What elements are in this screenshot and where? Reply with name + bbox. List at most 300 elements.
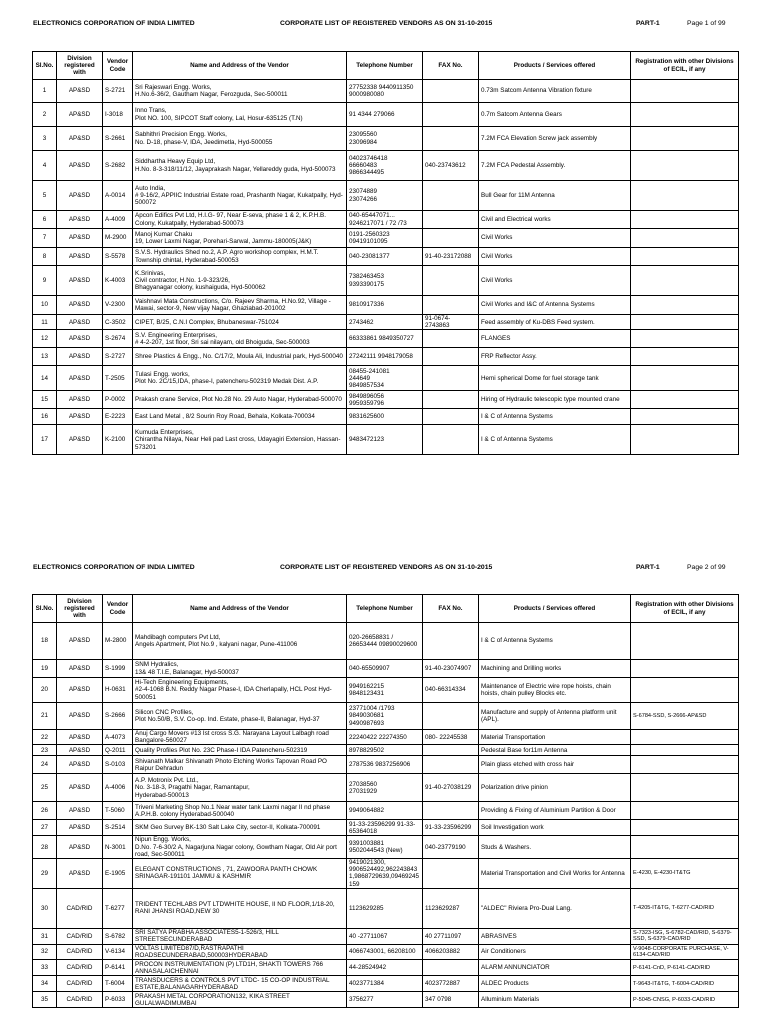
cell-registration [631,756,739,774]
cell-name-address: SRI SATYA PRABHA ASSOCIATES5-1-526/3, HILL STREETSECUNDERABAD [133,928,347,944]
cell-registration [631,366,739,391]
cell-products: Alluminium Materials [479,992,631,1008]
cell-products: Pedestal Base for11m Antenna [479,745,631,756]
table-row [33,391,739,409]
cell-name-address: Auto India, # 9-16/2, APPIIC Industrial Estate road, Prashanth Nagar, Kukatpally, Hyd-500072 [133,181,347,211]
cell-name-address: PROCON INSTRUMENTATION (P) LTD1H, SHAKTI TOWERS 766 ANNASALAICHENNAI [133,960,347,976]
cell-vendor-code: V-2300 [103,296,133,315]
table-row [33,960,739,976]
cell-slno: 21 [33,703,57,730]
cell-slno: 6 [33,211,57,229]
cell-slno: 29 [33,859,57,889]
cell-division: AP&SD [57,703,103,730]
cell-name-address: Quality Profiles Plot No. 23C Phase-I IDA Patencheru-502319 [133,745,347,756]
cell-telephone: 040-65447071... 9246217071 / 72 /73 [347,211,423,229]
cell-products: Bull Gear for 11M Antenna [479,181,631,211]
cell-division: AP&SD [57,80,103,103]
cell-registration [631,296,739,315]
cell-telephone: 08455-241081 244649 9849857534 [347,366,423,391]
cell-division: AP&SD [57,774,103,802]
cell-fax: 4023772887 [423,976,479,992]
cell-products: Civil Works and I&C of Antenna Systems [479,296,631,315]
cell-slno: 17 [33,425,57,455]
cell-telephone: 23095560 23096984 [347,127,423,151]
cell-division: AP&SD [57,745,103,756]
cell-registration [631,80,739,103]
cell-fax: 91-40-23172088 [423,248,479,266]
cell-products: Civil Works [479,229,631,248]
cell-name-address: VOLTAS LIMITED87/D,RASTRAPATHI ROADSECUNDERABAD,500003HYDERABAD [133,944,347,959]
cell-telephone: 9419021300, 9906524492,962243843 1,9868729639,09469245 159 [347,859,423,889]
cell-division: AP&SD [57,229,103,248]
cell-division: AP&SD [57,802,103,820]
table-body [33,80,739,455]
cell-slno: 16 [33,409,57,425]
cell-registration [631,802,739,820]
cell-vendor-code: S-1999 [103,660,133,678]
cell-telephone: 7382463453 9393390175 [347,266,423,296]
cell-slno: 27 [33,820,57,836]
cell-vendor-code: N-3001 [103,836,133,859]
cell-fax [423,623,479,660]
cell-fax [423,330,479,348]
cell-registration [631,248,739,266]
cell-fax [423,859,479,889]
table-row [33,623,739,660]
cell-name-address: Prakash crane Service, Plot No.28 No. 29 Auto Nagar, Hyderabad-500070 [133,391,347,409]
cell-name-address: CIPET, B/25, C.N.I Complex, Bhubaneswar-751024 [133,315,347,330]
cell-name-address: Mahdibagh computers Pvt Ltd, Angels Apartment, Plot No.9 , kalyani nagar, Pune-411006 [133,623,347,660]
table-row [33,820,739,836]
cell-fax [423,391,479,409]
table-row [33,296,739,315]
cell-division: AP&SD [57,820,103,836]
cell-vendor-code: P-6141 [103,960,133,976]
cell-telephone: 91 4344 279066 [347,103,423,127]
cell-slno: 28 [33,836,57,859]
cell-division: CAD/RID [57,992,103,1008]
cell-products: Manufacture and supply of Antenna platform unit (APL). [479,703,631,730]
cell-products: Maintenance of Electric wire rope hoists, chain hoists, chain pulley Blocks etc. [479,678,631,703]
cell-slno: 2 [33,103,57,127]
cell-slno: 11 [33,315,57,330]
cell-vendor-code: S-2727 [103,348,133,366]
cell-registration [631,330,739,348]
table-row [33,836,739,859]
cell-products: ALDEC Products [479,976,631,992]
cell-division: AP&SD [57,348,103,366]
cell-fax: 4066203882 [423,944,479,959]
col-header-fax: FAX No. [423,52,479,80]
cell-registration [631,774,739,802]
cell-products: "ALDEC" Riviera Pro-Dual Lang. [479,888,631,928]
cell-name-address: K.Srinivas, Civil contractor, H.No. 1-9-323/26, Bhagyanagar colony, kushaiguda, Hyd-500062 [133,266,347,296]
table-row [33,127,739,151]
cell-registration [631,745,739,756]
table-row [33,211,739,229]
col-header-name-address: Name and Address of the Vendor [133,595,347,623]
table-row [33,660,739,678]
cell-vendor-code: K-4003 [103,266,133,296]
cell-registration [631,348,739,366]
col-header-telephone: Telephone Number [347,595,423,623]
cell-fax [423,960,479,976]
cell-vendor-code: T-2505 [103,366,133,391]
cell-vendor-code: S-5578 [103,248,133,266]
cell-products: ABRASIVES [479,928,631,944]
col-header-slno: Sl.No. [33,52,57,80]
cell-division: AP&SD [57,836,103,859]
cell-telephone: 2743462 [347,315,423,330]
cell-slno: 24 [33,756,57,774]
cell-fax [423,229,479,248]
cell-fax: 1123629287 [423,888,479,928]
cell-name-address: Apcon Edifics Pvt Ltd, H.I.G- 97, Near E-seva, phase 1 & 2, K.P.H.B. Colony, Kukatpally, Hyderabad-500073 [133,211,347,229]
cell-slno: 9 [33,266,57,296]
cell-registration [631,391,739,409]
cell-registration: S-7323-ISG, S-6782-CAD/RID, S-6379-SSD, S-6379-CAD/RID [631,928,739,944]
table-row [33,181,739,211]
cell-name-address: PRAKASH METAL CORPORATION132, KIKA STREET GULALWADIMUMBAI [133,992,347,1008]
cell-telephone: 020-26658831 / 26653444 09890029600 [347,623,423,660]
cell-division: AP&SD [57,756,103,774]
cell-vendor-code: E-1905 [103,859,133,889]
cell-telephone: 04023746418 66660483 9866344495 [347,151,423,181]
cell-telephone: 9810917336 [347,296,423,315]
cell-registration [631,660,739,678]
cell-slno: 33 [33,960,57,976]
cell-fax [423,127,479,151]
cell-fax: 040-66314334 [423,678,479,703]
cell-division: AP&SD [57,366,103,391]
cell-products: Feed assembly of Ku-DBS Feed system. [479,315,631,330]
cell-name-address: Tulasi Engg. works, Plot No. 2C/15,IDA, phase-I, patencheru-502319 Medak Dist. A.P. [133,366,347,391]
cell-vendor-code: A-4009 [103,211,133,229]
cell-division: CAD/RID [57,928,103,944]
cell-products: Soil Investigation work [479,820,631,836]
cell-slno: 30 [33,888,57,928]
cell-fax: 040-23779190 [423,836,479,859]
part-label: PART-1 [636,20,660,27]
cell-name-address: Sabhithri Precision Engg. Works, No. D-18, phase-V, IDA, Jeedimetla, Hyd-500055 [133,127,347,151]
cell-vendor-code: A-4073 [103,730,133,745]
cell-vendor-code: M-2900 [103,229,133,248]
cell-vendor-code: T-5060 [103,802,133,820]
cell-division: CAD/RID [57,976,103,992]
cell-products: FLANGES [479,330,631,348]
cell-registration [631,266,739,296]
cell-division: CAD/RID [57,888,103,928]
cell-vendor-code: S-0103 [103,756,133,774]
cell-name-address: SKM Geo Survey BK-130 Salt Lake City, sector-II, Kolkata-700091 [133,820,347,836]
cell-name-address: Anuj Cargo Movers #13 Ist cross S.G. Narayana Layout Lalbagh road Bangalore-560027 [133,730,347,745]
cell-name-address: Triveni Marketing Shop No.1 Near water tank Laxmi nagar II nd phase A.P.H.B. colony Hyderabad-500040 [133,802,347,820]
table-row [33,944,739,959]
cell-division: AP&SD [57,266,103,296]
cell-fax: 91-33-23596299 [423,820,479,836]
cell-telephone: 23771004 /1793 9849030681 9490987693 [347,703,423,730]
cell-products: Material Transportation and Civil Works for Antenna [479,859,631,889]
col-header-products: Products / Services offered [479,52,631,80]
cell-division: AP&SD [57,859,103,889]
col-header-division: Division registered with [57,52,103,80]
cell-slno: 15 [33,391,57,409]
cell-telephone: 9849896056 9959359796 [347,391,423,409]
cell-slno: 14 [33,366,57,391]
cell-fax [423,211,479,229]
table-row [33,151,739,181]
cell-vendor-code: S-6782 [103,928,133,944]
cell-registration [631,181,739,211]
cell-telephone: 40 -27711067 [347,928,423,944]
cell-name-address: ELEGANT CONSTRUCTIONS , 71, ZAWOORA PANTH CHOWK SRINAGAR-191101 JAMMU & KASHMIR [133,859,347,889]
cell-vendor-code: S-2674 [103,330,133,348]
cell-registration [631,409,739,425]
cell-vendor-code: V-6134 [103,944,133,959]
cell-slno: 22 [33,730,57,745]
cell-registration: E-4230, E-4230-IT&TG [631,859,739,889]
table-row [33,774,739,802]
cell-products: FRP Reflector Assy. [479,348,631,366]
cell-products: ALARM ANNUNCIATOR [479,960,631,976]
cell-registration: P-5045-CNSG, P-6033-CAD/RID [631,992,739,1008]
cell-slno: 12 [33,330,57,348]
cell-name-address: Siddhartha Heavy Equip Ltd, H.No. 8-3-318/11/12, Jayaprakash Nagar, Yellareddy guda, Hyd-500073 [133,151,347,181]
cell-registration: S-6784-SSD, S-2666-AP&SD [631,703,739,730]
col-header-slno: Sl.No. [33,595,57,623]
document-title: CORPORATE LIST OF REGISTERED VENDORS AS ON 31-10-2015 [280,20,493,27]
table-row [33,80,739,103]
cell-registration [631,103,739,127]
cell-fax [423,745,479,756]
table-row [33,802,739,820]
table-row [33,703,739,730]
cell-registration [631,623,739,660]
cell-telephone: 0191-2560323 09419101095 [347,229,423,248]
vendor-table [32,594,739,1008]
col-header-registration: Registration with other Divisions of ECIL, if any [631,595,739,623]
page-number: Page 1 of 99 [687,20,726,27]
cell-slno: 26 [33,802,57,820]
cell-name-address: S.V.S. Hydraulics Shed no.2, A.P. Agro workshop complex, H.M.T. Township chintal, Hyderabad-500053 [133,248,347,266]
col-header-fax: FAX No. [423,595,479,623]
table-row [33,409,739,425]
cell-vendor-code: S-2666 [103,703,133,730]
cell-vendor-code: P-6033 [103,992,133,1008]
table-header-row [33,595,739,623]
cell-slno: 3 [33,127,57,151]
cell-slno: 25 [33,774,57,802]
cell-telephone: 8978829502 [347,745,423,756]
cell-products: I & C of Antenna Systems [479,409,631,425]
cell-slno: 32 [33,944,57,959]
cell-division: AP&SD [57,103,103,127]
table-header-row [33,52,739,80]
cell-vendor-code: S-2682 [103,151,133,181]
cell-slno: 8 [33,248,57,266]
table-row [33,859,739,889]
cell-name-address: TRANSDUCERS & CONTROLS PVT LTDC- 15 CO-OP INDUSTRIAL ESTATE,BALANAGARHYDERABAD [133,976,347,992]
cell-division: AP&SD [57,315,103,330]
cell-registration [631,836,739,859]
cell-telephone: 9391003881 9502044543 (New) [347,836,423,859]
table-row [33,756,739,774]
cell-division: AP&SD [57,730,103,745]
cell-fax: 040-23743612 [423,151,479,181]
col-header-division: Division registered with [57,595,103,623]
cell-vendor-code: A-0014 [103,181,133,211]
cell-products: I & C of Antenna Systems [479,425,631,455]
cell-name-address: Silicon CNC Profiles, Plot No.50/B, S.V. Co-op. Ind. Estate, phase-II, Balanagar, Hyd-37 [133,703,347,730]
cell-division: AP&SD [57,296,103,315]
table-row [33,103,739,127]
col-header-name-address: Name and Address of the Vendor [133,52,347,80]
cell-fax [423,366,479,391]
cell-products: 0.73m Satcom Antenna Vibration fixture [479,80,631,103]
col-header-vendor-code: Vendor Code [103,52,133,80]
col-header-products: Products / Services offered [479,595,631,623]
cell-registration [631,315,739,330]
cell-name-address: S.V. Engineering Enterprises, # 4-2-207, 1st floor, Sri sai nilayam, old Bhoiguda, Sec-500003 [133,330,347,348]
cell-division: AP&SD [57,151,103,181]
cell-products: Civil Works [479,248,631,266]
cell-vendor-code: S-2661 [103,127,133,151]
cell-fax [423,266,479,296]
cell-fax: 347 0798 [423,992,479,1008]
page-header [0,17,768,31]
cell-telephone: 9483472123 [347,425,423,455]
table-body [33,623,739,1008]
cell-vendor-code: T-6004 [103,976,133,992]
cell-vendor-code: T-6277 [103,888,133,928]
cell-products: Civil and Electrical works [479,211,631,229]
cell-slno: 18 [33,623,57,660]
cell-registration: T-4205-IT&TG, T-6277-CAD/RID [631,888,739,928]
col-header-vendor-code: Vendor Code [103,595,133,623]
cell-telephone: 27038560 27031929 [347,774,423,802]
cell-name-address: TRIDENT TECHLABS PVT LTDWHITE HOUSE, II ND FLOOR,1/18-20, RANI JHANSI ROAD,NEW 30 [133,888,347,928]
cell-fax [423,348,479,366]
cell-fax [423,103,479,127]
cell-products: 0.7m Satcom Antenna Gears [479,103,631,127]
cell-name-address: Hi-Tech Engineering Equipments, #2-4-1068 B.N. Reddy Nagar Phase-I, IDA Cherlapally, HCL Post Hyd-500051 [133,678,347,703]
cell-slno: 35 [33,992,57,1008]
cell-slno: 7 [33,229,57,248]
cell-division: AP&SD [57,330,103,348]
cell-slno: 4 [33,151,57,181]
cell-division: AP&SD [57,211,103,229]
cell-division: AP&SD [57,181,103,211]
cell-name-address: Kumuda Enterprises, Chirantha Nilaya, Near Heli pad Last cross, Udayagiri Extension, Hassan-573201 [133,425,347,455]
cell-name-address: Shree Plastics & Engg., No. C/17/2, Moula Ali, Industrial park, Hyd-500040 [133,348,347,366]
page-header [0,561,768,575]
cell-products: Hemi spherical Dome for fuel storage tank [479,366,631,391]
cell-registration [631,151,739,181]
cell-registration [631,211,739,229]
table-row [33,315,739,330]
cell-vendor-code: H-0631 [103,678,133,703]
cell-slno: 23 [33,745,57,756]
cell-products: Machining and Drilling works [479,660,631,678]
cell-fax: 080- 22245538 [423,730,479,745]
cell-vendor-code: A-4006 [103,774,133,802]
cell-telephone: 44-28524942 [347,960,423,976]
cell-fax [423,756,479,774]
cell-name-address: Shivanath Malkar Shivanath Photo Etching Works Tapovan Road PO Raipur Dehradun [133,756,347,774]
cell-products: Air Conditioners [479,944,631,959]
cell-telephone: 4023771384 [347,976,423,992]
col-header-telephone: Telephone Number [347,52,423,80]
cell-fax [423,181,479,211]
page-number: Page 2 of 99 [687,564,726,571]
cell-telephone: 27752338 9440911350 9000980080 [347,80,423,103]
table-row [33,888,739,928]
cell-telephone: 4066743001, 66208100 [347,944,423,959]
cell-registration [631,820,739,836]
cell-slno: 19 [33,660,57,678]
cell-name-address: Nipun Engg. Works, D.No. 7-6-30/2 A, Nagarjuna Nagar colony, Gowtham Nagar, Old Air port road, Sec-500011 [133,836,347,859]
cell-division: CAD/RID [57,944,103,959]
cell-division: AP&SD [57,678,103,703]
cell-telephone: 9831625600 [347,409,423,425]
part-label: PART-1 [636,564,660,571]
cell-fax [423,802,479,820]
cell-name-address: Vaishnavi Mata Constructions, C/o. Rajeev Sharma, H.No.92, Village - Mawai, sector-9, New vijay Nagar, Ghaziabad-201002 [133,296,347,315]
cell-fax [423,703,479,730]
table-row [33,266,739,296]
cell-telephone: 27242111 9948179058 [347,348,423,366]
cell-telephone: 9949162215 9848123431 [347,678,423,703]
cell-vendor-code: M-2800 [103,623,133,660]
cell-name-address: Sri Rajeswari Engg. Works, H.No.6-36/2, Gautham Nagar, Ferozguda, Sec-500011 [133,80,347,103]
table-row [33,730,739,745]
cell-products: Hiring of Hydraulic telescopic type mounted crane [479,391,631,409]
organization-name: ELECTRONICS CORPORATION OF INDIA LIMITED [33,20,195,27]
cell-telephone: 040-23081377 [347,248,423,266]
cell-division: CAD/RID [57,960,103,976]
cell-division: AP&SD [57,127,103,151]
cell-division: AP&SD [57,409,103,425]
cell-telephone: 2787536 9837256906 [347,756,423,774]
cell-division: AP&SD [57,248,103,266]
cell-fax [423,409,479,425]
cell-telephone: 9949064882 [347,802,423,820]
cell-fax [423,296,479,315]
cell-telephone: 3756277 [347,992,423,1008]
cell-vendor-code: S-2721 [103,80,133,103]
cell-vendor-code: I-3018 [103,103,133,127]
cell-registration [631,730,739,745]
cell-products: Plain glass etched with cross hair [479,756,631,774]
cell-products: Studs & Washers. [479,836,631,859]
cell-division: AP&SD [57,425,103,455]
cell-telephone: 23074889 23074266 [347,181,423,211]
cell-fax [423,80,479,103]
cell-name-address: SNM Hydralics, 13& 48 T.I.E, Balanagar, Hyd-500037 [133,660,347,678]
cell-vendor-code: C-3502 [103,315,133,330]
table-row [33,248,739,266]
cell-vendor-code: K-2100 [103,425,133,455]
cell-fax [423,425,479,455]
table-row [33,229,739,248]
cell-slno: 31 [33,928,57,944]
cell-registration [631,127,739,151]
table-row [33,348,739,366]
table-row [33,745,739,756]
cell-registration [631,678,739,703]
cell-division: AP&SD [57,623,103,660]
cell-vendor-code: S-2514 [103,820,133,836]
